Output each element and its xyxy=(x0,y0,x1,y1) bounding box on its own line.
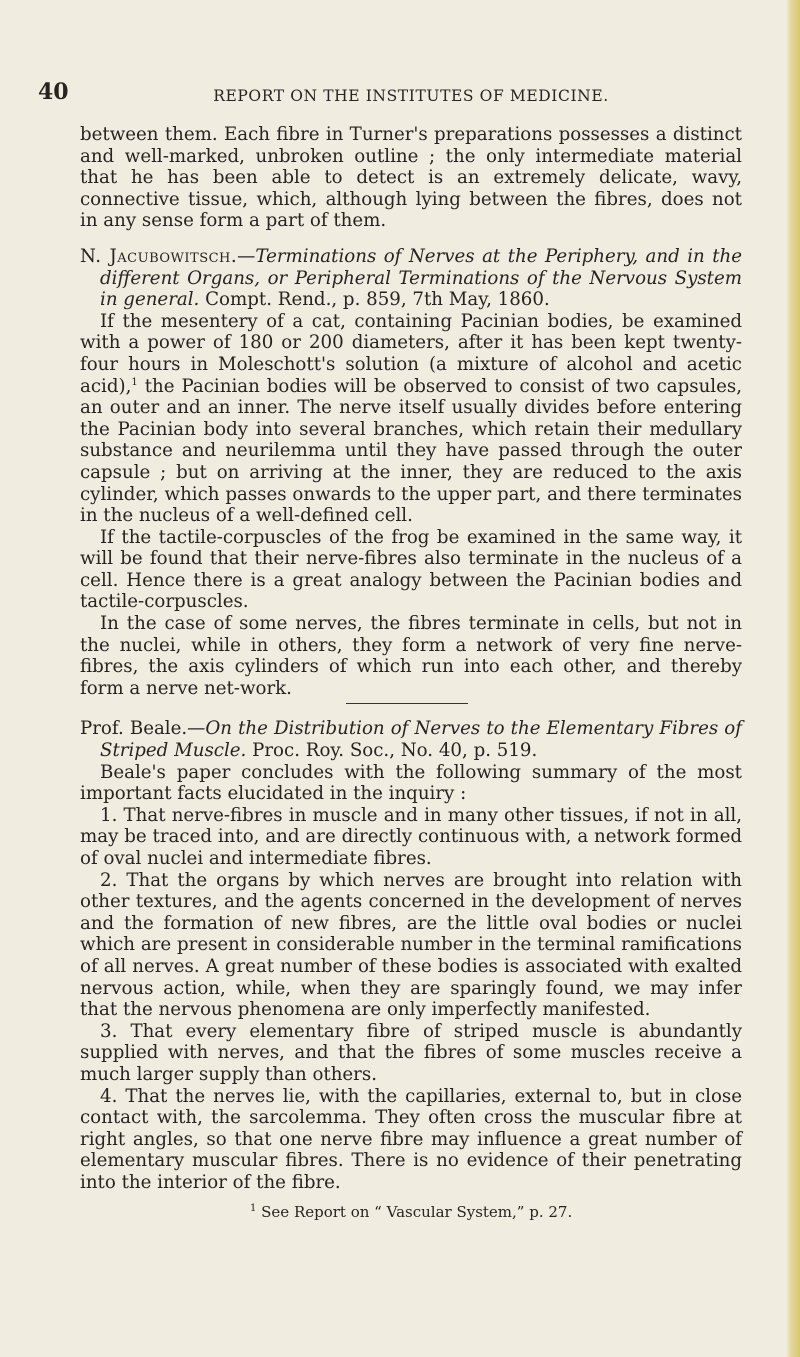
list-item: 3. That every elementary fibre of striped muscle is abundantly supplied with nerves, and that the fibres of some muscles receive a much larger supply than others. xyxy=(80,1020,742,1085)
page-content xyxy=(38,79,742,1222)
section2-citation: Proc. Roy. Soc., No. 40, p. 519. xyxy=(252,740,538,762)
section1-title: Terminations of Nerves at the Periphery, and in the different Organs, or Peripheral Terminations of the Nervous System in general. xyxy=(100,245,742,311)
section-divider xyxy=(346,703,468,704)
section2-title: On the Distribution of Nerves to the Elementary Fibres of Striped Muscle. xyxy=(100,718,742,762)
intro-paragraph: between them. Each fibre in Turner's preparations possesses a distinct and well-marked, unbroken outline ; the only intermediate material that he has been able to detect is an extremely delicate, wavy, connective tissue, which, although lying between the fibres, does not in any sense form a part of them. xyxy=(80,124,742,232)
section1-paragraph: If the mesentery of a cat, containing Pacinian bodies, be examined with a power of 180 or 200 diameters, after it has been kept twenty-four hours in Moleschott's solution (a mixture of alcohol and acetic acid),$^1$ the Pacinian bodies will be observed to consist of two capsules, an outer and an inner. The nerve itself usually divides before entering the Pacinian body into several branches, which retain their medullary substance and neurilemma until they have passed through the outer capsule ; but on arriving at the inner, they are reduced to the axis cylinder, which passes onwards to the upper part, and there terminates in the nucleus of a well-defined cell. xyxy=(80,310,742,527)
section1-author: N. Jacubowitsch. xyxy=(80,245,238,267)
footnote xyxy=(80,1202,742,1222)
list-item: 1. That nerve-fibres in muscle and in many other tissues, if not in all, may be traced into, and are directly continuous with, a network formed of oval nuclei and intermediate fibres. xyxy=(80,804,742,869)
section2-heading: Prof. Beale.—On the Distribution of Nerves to the Elementary Fibres of Striped Muscle. Proc. Roy. Soc., No. 40, p. 519. xyxy=(80,718,742,762)
running-head: REPORT ON THE INSTITUTES OF MEDICINE. xyxy=(213,87,609,105)
section2-author: Prof. Beale. xyxy=(80,718,188,740)
footnote-text: See Report on “ Vascular System,” p. 27. xyxy=(261,1202,573,1221)
footnote-mark: 1 xyxy=(250,1202,257,1214)
footnote-ref: 1 xyxy=(131,376,138,388)
list-item: 2. That the organs by which nerves are brought into relation with other textures, and the agents concerned in the development of nerves and the formation of new fibres, are the little oval bodies or nuclei which are present in considerable number in the terminal ramifications of all nerves. A great number of these bodies is associated with exalted nervous action, while, when they are sparingly found, we may infer that the nervous phenomena are only imperfectly manifested. xyxy=(80,869,742,1021)
list-item: 4. That the nerves lie, with the capillaries, external to, but in close contact with, the sarcolemma. They often cross the muscular fibre at right angles, so that one nerve fibre may influence a great number of elementary muscular fibres. There is no evidence of their penetrating into the interior of the fibre. xyxy=(80,1085,742,1193)
page-header xyxy=(38,79,742,108)
section2-lead: Beale's paper concludes with the following summary of the most important facts elucidated in the inquiry : xyxy=(80,761,742,805)
section1-paragraph: In the case of some nerves, the fibres terminate in cells, but not in the nuclei, while in others, they form a network of very fine nerve-fibres, the axis cylinders of which run into each other, and thereby form a nerve net-work. xyxy=(80,613,742,699)
page-number: 40 xyxy=(38,79,69,105)
section1-heading: N. Jacubowitsch.—Terminations of Nerves at the Periphery, and in the different Organs, or Peripheral Terminations of the Nervous System in general. Compt. Rend., p. 859, 7th May, 1860. xyxy=(80,245,742,311)
page-edge-shadow xyxy=(786,0,800,1357)
section1-paragraph: If the tactile-corpuscles of the frog be examined in the same way, it will be found that their nerve-fibres also terminate in the nucleus of a cell. Hence there is a great analogy between the Pacinian bodies and tactile-corpuscles. xyxy=(80,526,742,613)
section1-citation: Compt. Rend., p. 859, 7th May, 1860. xyxy=(205,289,550,311)
